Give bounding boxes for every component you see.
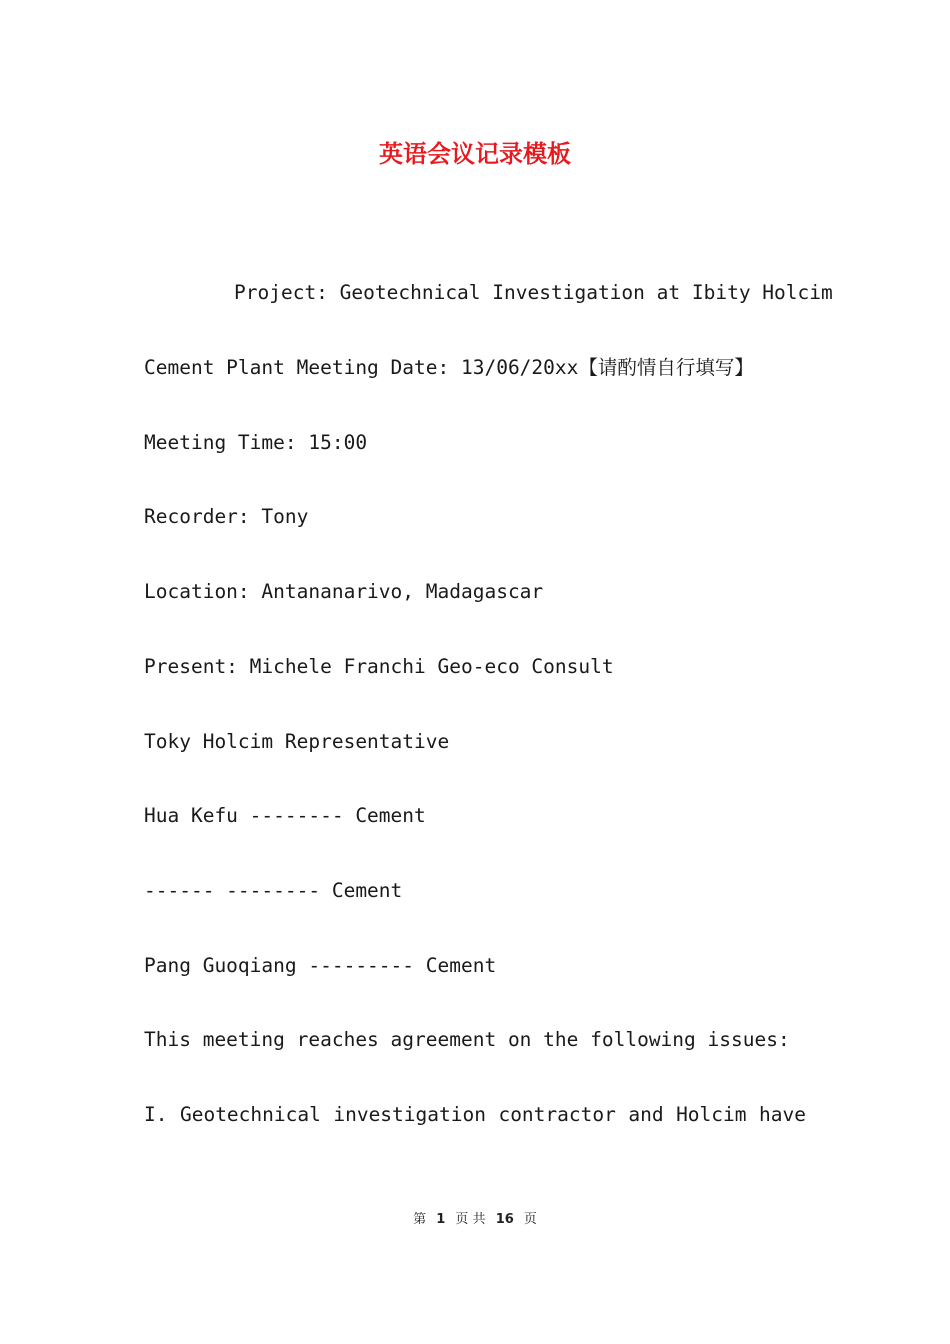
word: and <box>628 1103 664 1126</box>
footer-page-number: 1 <box>436 1212 446 1227</box>
text-line-attendee-toky: Toky Holcim Representative <box>144 730 450 753</box>
footer-total-pages: 16 <box>495 1212 514 1227</box>
text-line-meeting-time: Meeting Time: 15:00 <box>144 431 368 454</box>
text-line-present: Present: Michele Franchi Geo-eco Consult <box>144 655 614 678</box>
footer-prefix: 第 <box>413 1212 427 1227</box>
text-line-project: Project: Geotechnical Investigation at Ibity Holcim <box>234 281 833 304</box>
text-line-attendee-hua-kefu: Hua Kefu -------- Cement <box>144 804 426 827</box>
word: Holcim <box>676 1103 747 1126</box>
footer-suffix: 页 <box>523 1212 537 1227</box>
word: Geotechnical <box>179 1103 321 1126</box>
word: investigation <box>333 1103 486 1126</box>
word: I. <box>144 1103 168 1126</box>
text-line-attendee-unnamed: ------ -------- Cement <box>144 879 403 902</box>
page-footer <box>0 1208 950 1227</box>
text-line-recorder: Recorder: Tony <box>144 505 309 528</box>
text-line-attendee-pang-guoqiang: Pang Guoqiang --------- Cement <box>144 954 497 977</box>
word: have <box>759 1103 806 1126</box>
text-line-location: Location: Antananarivo, Madagascar <box>144 580 544 603</box>
text-line-agreement-intro: This meeting reaches agreement on the following issues: <box>144 1028 790 1051</box>
text-line-meeting-date: Cement Plant Meeting Date: 13/06/20xx【请酌情自行填写】 <box>144 356 754 379</box>
word: contractor <box>498 1103 616 1126</box>
document-title: 英语会议记录模板 <box>379 139 571 168</box>
footer-middle: 页 共 <box>455 1212 486 1227</box>
text-line-item-one <box>144 1102 806 1128</box>
